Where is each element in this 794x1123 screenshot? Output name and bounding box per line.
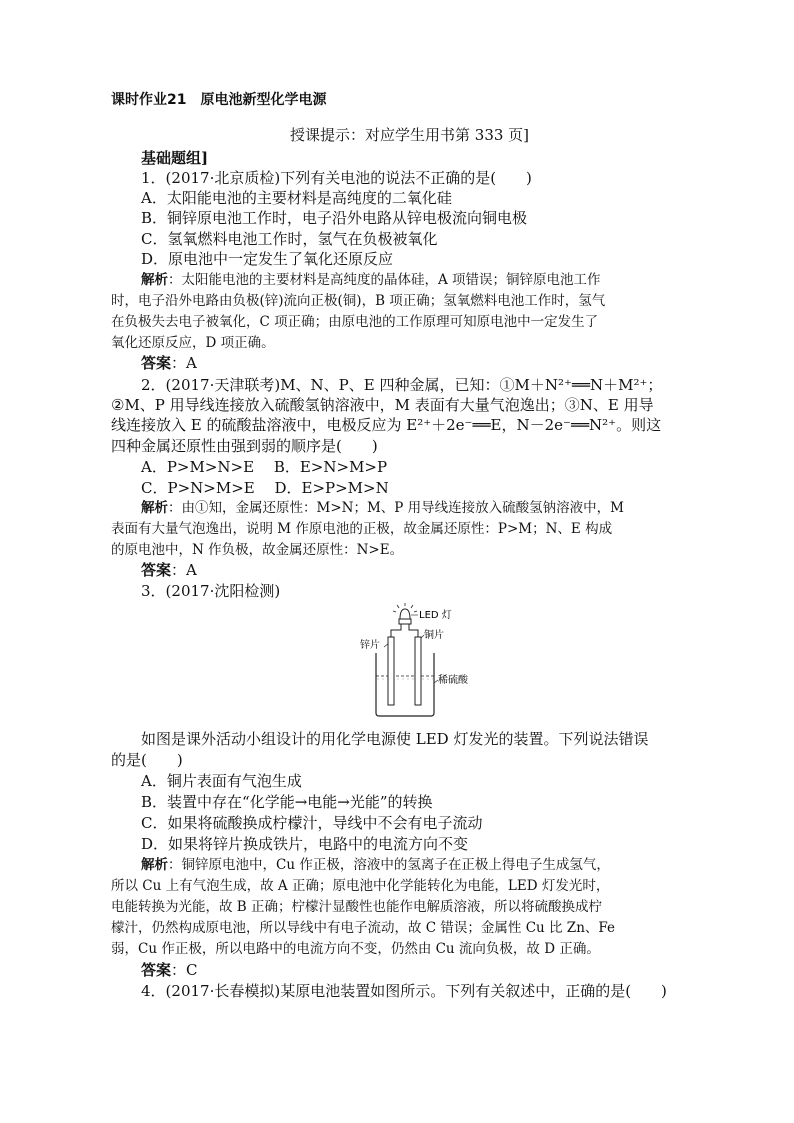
q1-option-d: D．原电池中一定发生了氧化还原反应 xyxy=(141,250,394,268)
q1-stem: 1．(2017·北京质检)下列有关电池的说法不正确的是( ) xyxy=(141,169,532,187)
q3-analysis-line: 弱，Cu 作正极，所以电路中的电流方向不变，仍然由 Cu 流向负极，故 D 正确。 xyxy=(111,941,600,957)
wire-right xyxy=(409,624,418,637)
q1-answer xyxy=(141,353,197,373)
q1-analysis-line: 在负极失去电子被氧化，C 项正确；由原电池的工作原理可知原电池中一定发生了 xyxy=(111,314,599,330)
q2-stem-line: 2．(2017·天津联考)M、N、P、E 四种金属，已知：①M＋N²⁺══N＋M²⁺； xyxy=(141,376,663,394)
copper-electrode xyxy=(415,637,421,705)
q2-options-row: A．P>M>N>E B．E>N>M>P xyxy=(141,458,388,476)
q2-stem-line: ②M、P 用导线连接放入硫酸氢钠溶液中，M 表面有大量气泡逸出；③N、E 用导 xyxy=(111,396,654,414)
q1-analysis-line: 氧化还原反应，D 项正确。 xyxy=(111,335,275,351)
wire-left xyxy=(391,624,401,637)
q1-option-a: A．太阳能电池的主要材料是高纯度的二氧化硅 xyxy=(141,189,452,207)
q3-option-b: B．装置中存在“化学能→电能→光能”的转换 xyxy=(141,793,433,811)
textbook-hint: 授课提示：对应学生用书第 333 页] xyxy=(290,126,530,144)
q3-stem: 3．(2017·沈阳检测) xyxy=(141,582,281,600)
q3-option-d: D．如果将锌片换成铁片，电路中的电流方向不变 xyxy=(141,835,469,853)
q1-answer-label: 答案 xyxy=(141,354,172,372)
q3-analysis-text: ：铜锌原电池中，Cu 作正极，溶液中的氢离子在正极上得电子生成氢气， xyxy=(168,857,610,873)
q3-analysis-line xyxy=(141,855,610,875)
q3-option-c: C．如果将硫酸换成柠檬汁，导线中不会有电子流动 xyxy=(141,814,483,832)
q2-analysis-line: 表面有大量气泡逸出，说明 M 作原电池的正极，故金属还原性：P>M；N、E 构成 xyxy=(111,521,613,537)
q1-analysis-line: 时，电子沿外电路由负极(锌)流向正极(铜)，B 项正确；氢氧燃料电池工作时，氢气 xyxy=(111,293,606,309)
q1-option-c: C．氢氧燃料电池工作时，氢气在负极被氧化 xyxy=(141,230,438,248)
q1-answer-value: ：A xyxy=(171,354,197,372)
q2-answer xyxy=(141,560,197,580)
q3-analysis-label: 解析 xyxy=(141,857,168,873)
led-bulb-icon xyxy=(400,609,410,619)
led-base xyxy=(399,619,411,624)
q3-answer xyxy=(141,960,198,980)
q2-options-row: C．P>N>M>E D．E>P>M>N xyxy=(141,479,389,497)
q3-analysis-line: 所以 Cu 上有气泡生成，故 A 正确；原电池中化学能转化为电能，LED 灯发光时， xyxy=(111,878,610,894)
zinc-label: 锌片 xyxy=(360,640,380,651)
q2-answer-label: 答案 xyxy=(141,561,172,579)
apparatus-diagram xyxy=(360,603,480,718)
q2-stem-line: 四种金属还原性由强到弱的顺序是( ) xyxy=(111,437,378,455)
q1-analysis-text: ：太阳能电池的主要材料是高纯度的晶体硅，A 项错误；铜锌原电池工作 xyxy=(168,272,601,288)
led-battery-figure xyxy=(360,603,480,718)
copper-label: 铜片 xyxy=(424,630,444,641)
q2-analysis-line: 的原电池中，N 作负极，故金属还原性：N>E。 xyxy=(111,542,404,558)
q3-analysis-line: 檬汁，仍然构成原电池，所以导线中有电子流动，故 C 错误；金属性 Cu 比 Zn、Fe xyxy=(111,920,616,936)
q3-answer-value: ：C xyxy=(171,961,198,979)
q3-question-line: 如图是课外活动小组设计的用化学电源使 LED 灯发光的装置。下列说法错误 xyxy=(141,730,649,748)
led-label: LED 灯 xyxy=(419,610,452,621)
q3-question-line: 的是( ) xyxy=(111,751,183,769)
page-title: 课时作业21 原电池新型化学电源 xyxy=(111,92,327,108)
beaker xyxy=(376,653,434,716)
q2-analysis-label: 解析 xyxy=(141,500,168,516)
acid-label: 稀硫酸 xyxy=(438,675,468,686)
zinc-electrode xyxy=(388,637,394,705)
q1-analysis-line xyxy=(141,270,601,290)
q2-answer-value: ：A xyxy=(171,561,197,579)
q4-stem: 4．(2017·长春模拟)某原电池装置如图所示。下列有关叙述中，正确的是( ) xyxy=(141,982,667,1000)
group-heading: 基础题组] xyxy=(141,149,209,167)
q2-stem-line: 线连接放入 E 的硫酸盐溶液中，电极反应为 E²⁺＋2e⁻══E，N－2e⁻══N²⁺。则这 xyxy=(111,416,662,434)
q2-analysis-text: ：由①知，金属还原性：M>N；M、P 用导线连接放入硫酸氢钠溶液中，M xyxy=(168,500,624,516)
q3-answer-label: 答案 xyxy=(141,961,172,979)
q3-analysis-line: 电能转换为光能，故 B 正确；柠檬汁显酸性也能作电解质溶液，所以将硫酸换成柠 xyxy=(111,899,603,915)
q1-analysis-label: 解析 xyxy=(141,272,168,288)
q1-option-b: B．铜锌原电池工作时，电子沿外电路从锌电极流向铜电极 xyxy=(141,209,528,227)
q3-option-a: A．铜片表面有气泡生成 xyxy=(141,772,302,790)
q2-analysis-line xyxy=(141,498,624,518)
